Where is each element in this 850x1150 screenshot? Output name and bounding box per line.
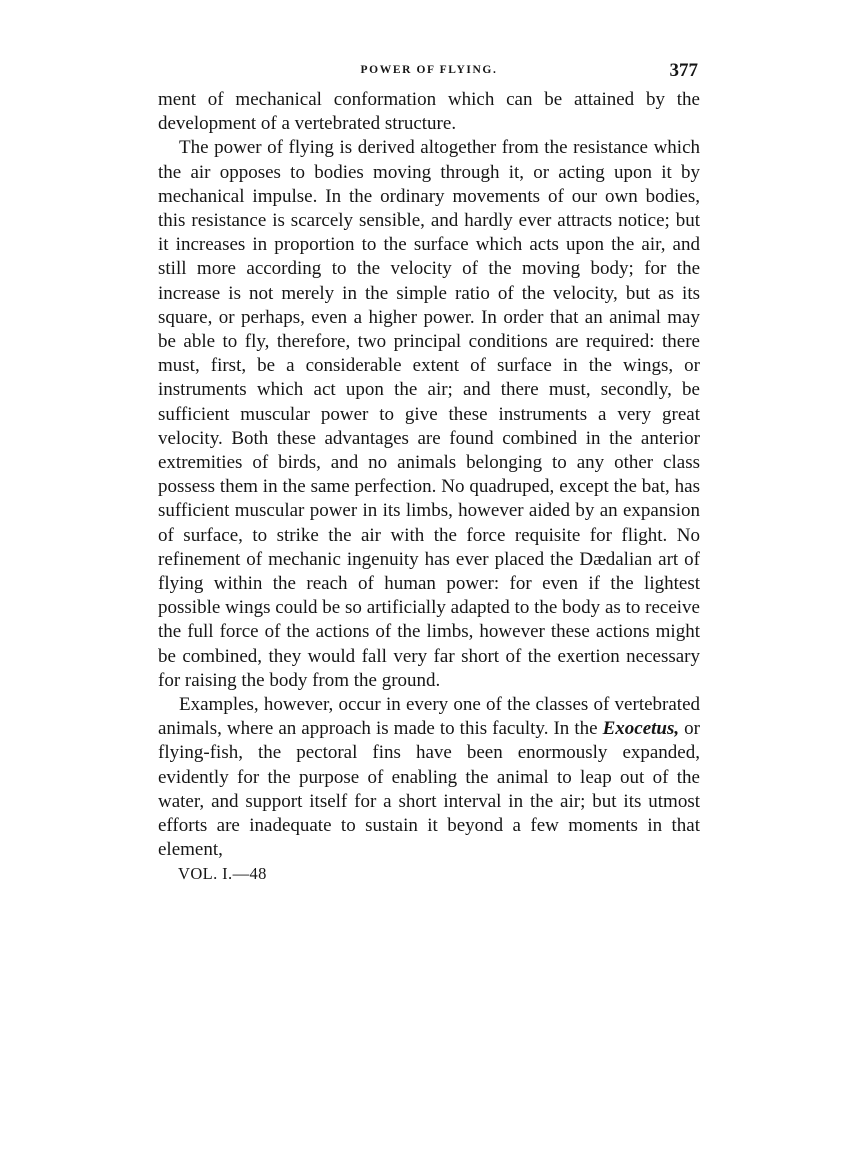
running-head [158, 58, 700, 88]
paragraph-continuation: ment of mechanical conformation which can be attained by the development of a vertebrated structure. [158, 89, 700, 135]
paragraph-power-of-flying: The power of flying is derived altogether from the resistance which the air opposes to bodies moving through it, or acting upon it by mechanical impulse. In the ordinary movements of our own bodies, this resistance is scarcely sensible, and hardly ever attracts notice; but it increases in proportion to the surface which acts upon the air, and still more according to the velocity of the moving body; for the increase is not merely in the simple ratio of the velocity, but as its square, or perhaps, even a higher power. In order that an animal may be able to fly, therefore, two principal conditions are required: there must, first, be a considerable extent of surface in the wings, or instruments which act upon the air; and there must, secondly, be sufficient muscular power to give these instruments a very great velocity. Both these advantages are found combined in the anterior extremities of birds, and no animals belonging to any other class possess them in the same perfection. No quadruped, except the bat, has sufficient muscular power in its limbs, however aided by an expansion of surface, to strike the air with the force requisite for flight. No refinement of mechanic ingenuity has ever placed the Dædalian art of flying within the reach of human power: for even if the lightest possible wings could be so artificially adapted to the body as to receive the full force of the actions of the limbs, however these actions might be combined, they would fall very far short of the exertion necessary for raising the body from the ground. [158, 137, 700, 691]
paragraph-examples-after: or flying-fish, the pectoral fins have been enormously expanded, evidently for the purpose of enabling the animal to leap out of the water, and support itself for a short interval in the air; but its utmost efforts are inadequate to sustain it beyond a few moments in that element, [158, 718, 700, 861]
body-text [158, 88, 700, 863]
page-number: 377 [669, 60, 698, 81]
book-page [158, 58, 700, 885]
exocetus-italic: Exocetus, [602, 718, 680, 740]
paragraph-examples [158, 693, 700, 862]
paragraph-examples-before: Examples, however, occur in every one of the classes of vertebrated animals, where an approach is made to this faculty. In the [158, 694, 700, 740]
running-title: POWER OF FLYING. [360, 64, 498, 76]
signature-mark: VOL. I.—48 [178, 863, 267, 883]
